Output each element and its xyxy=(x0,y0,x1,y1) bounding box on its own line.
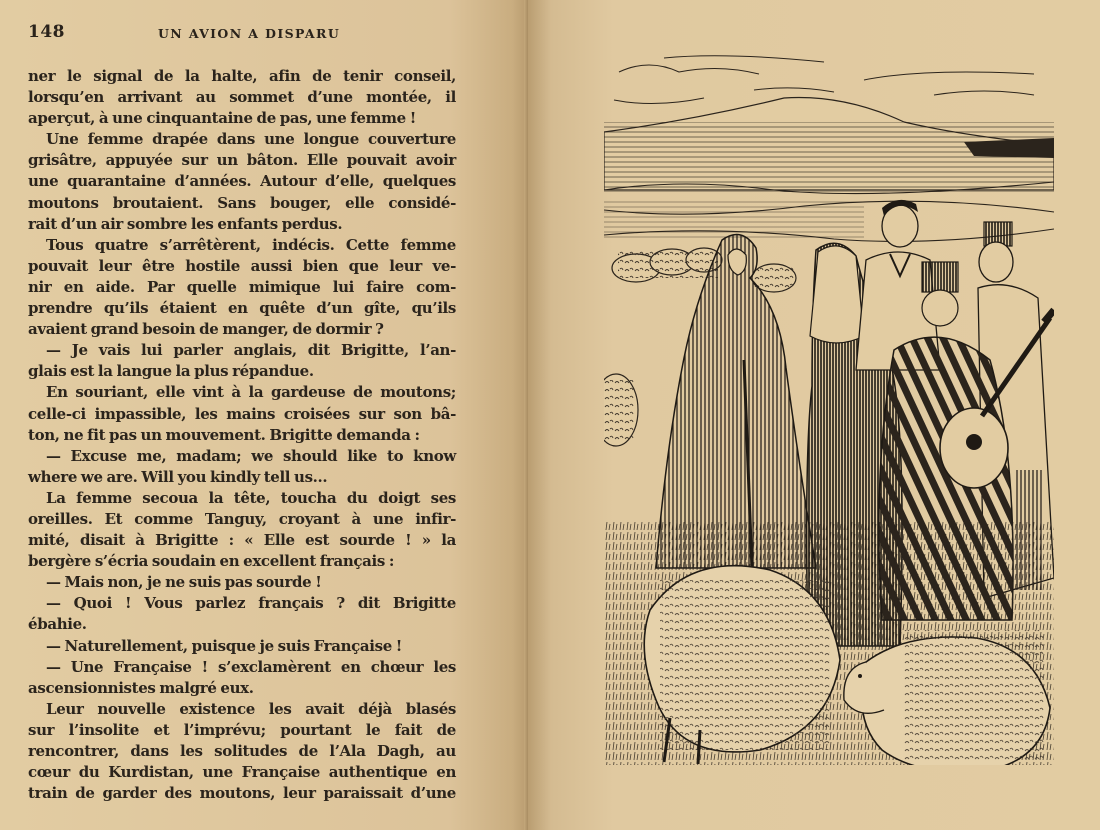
text-line: sur l’insolite et l’imprévu; pourtant le fait de xyxy=(28,720,456,739)
text-line: — Une Française ! s’exclamèrent en chœur les xyxy=(46,657,456,676)
text-line: Une femme drapée dans une longue couverture xyxy=(46,130,456,149)
text-line: Leur nouvelle existence les avait déjà blasés xyxy=(46,699,456,718)
text-line: nir en aide. Par quelle mimique lui faire com- xyxy=(28,277,456,296)
text-line: Tous quatre s’arrêtèrent, indécis. Cette femme xyxy=(46,235,456,254)
text-line: — Mais non, je ne suis pas sourde ! xyxy=(46,573,322,592)
text-line: — Quoi ! Vous parlez français ? dit Brigitte xyxy=(46,594,456,613)
text-line: En souriant, elle vint à la gardeuse de moutons; xyxy=(46,383,456,402)
body-text xyxy=(28,66,456,804)
text-line: — Naturellement, puisque je suis Française ! xyxy=(46,636,403,655)
text-line: mité, disait à Brigitte : « Elle est sourde ! » la xyxy=(28,531,456,550)
text-line: train de garder des moutons, leur paraissait d’une xyxy=(28,784,456,803)
text-line: lorsqu’en arrivant au sommet d’une montée, il xyxy=(28,88,456,107)
text-line: where we are. Will you kindly tell us... xyxy=(28,467,328,486)
text-line: rait d’un air sombre les enfants perdus. xyxy=(28,214,343,233)
page-header xyxy=(28,22,468,46)
text-line: — Excuse me, madam; we should like to know xyxy=(46,446,456,465)
foreground-sheep-left-icon xyxy=(644,566,840,764)
text-line: grisâtre, appuyée sur un bâton. Elle pouvait avoir xyxy=(28,151,456,170)
text-line: glais est la langue la plus répandue. xyxy=(28,362,314,381)
engraving-illustration xyxy=(604,50,1054,765)
text-line: rencontrer, dans les solitudes de l’Ala Dagh, au xyxy=(28,742,456,760)
text-line: ébahie. xyxy=(28,615,87,634)
text-line: ton, ne fit pas un mouvement. Brigitte demanda : xyxy=(28,425,420,444)
text-line: bergère s’écria soudain en excellent français : xyxy=(28,552,395,571)
text-line: ascensionnistes malgré eux. xyxy=(28,678,254,697)
text-line: cœur du Kurdistan, une Française authentique en xyxy=(28,763,456,782)
shepherdess-meeting-icon xyxy=(604,50,1054,765)
text-line: moutons broutaient. Sans bouger, elle considé- xyxy=(28,193,456,212)
text-line: pouvait leur être hostile aussi bien que leur ve- xyxy=(28,256,456,275)
sky-lines-icon xyxy=(614,56,1034,104)
left-page xyxy=(0,0,528,830)
text-line: celle-ci impassible, les mains croisées sur son bâ- xyxy=(28,404,456,423)
text-line: La femme secoua la tête, toucha du doigt ses xyxy=(46,488,456,507)
text-line: avaient grand besoin de manger, de dormir ? xyxy=(28,320,384,339)
text-line: — Je vais lui parler anglais, dit Brigitte, l’an- xyxy=(46,341,456,360)
text-line: une quarantaine d’années. Autour d’elle, quelques xyxy=(28,172,456,191)
text-line: ner le signal de la halte, afin de tenir conseil, xyxy=(28,67,456,85)
page-number: 148 xyxy=(28,22,65,42)
text-line: prendre qu’ils étaient en quête d’un gîte, qu’ils xyxy=(28,299,456,318)
running-head: UN AVION A DISPARU xyxy=(158,26,341,41)
text-line: oreilles. Et comme Tanguy, croyant à une infir- xyxy=(28,509,456,528)
text-line: aperçut, à une cinquantaine de pas, une femme ! xyxy=(28,109,416,128)
